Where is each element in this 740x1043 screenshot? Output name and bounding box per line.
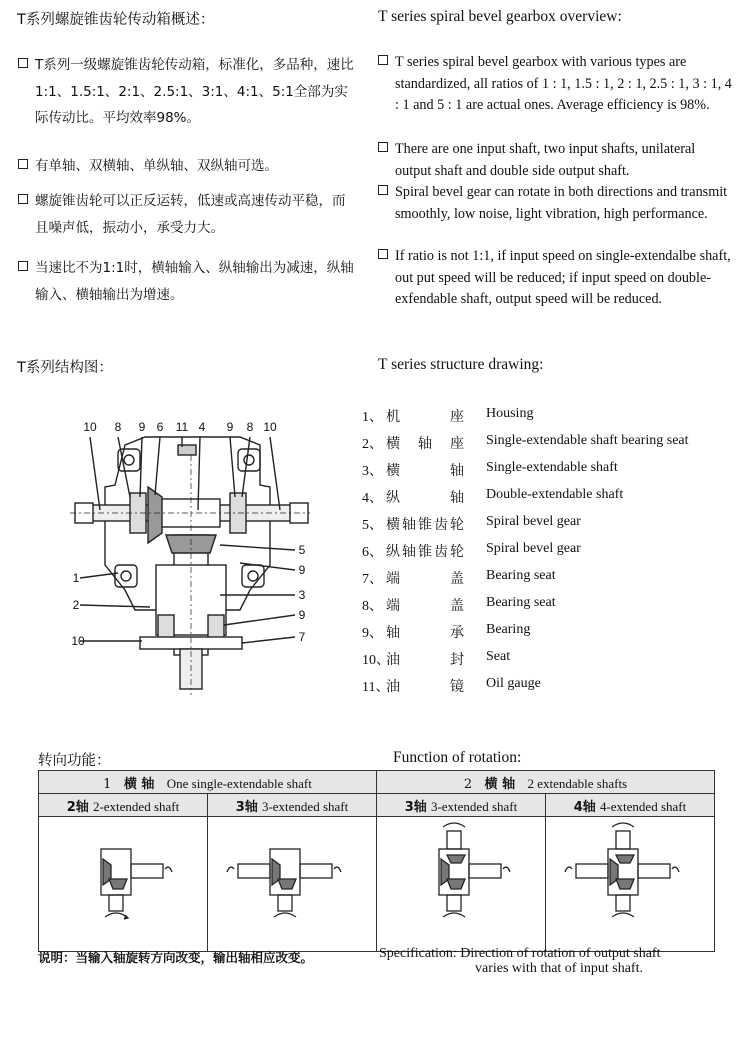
checkbox-icon bbox=[378, 55, 388, 65]
part-zh-name bbox=[386, 676, 464, 696]
en-item-text: Spiral bevel gear can rotate in both directions and transmit smoothly, low noise, light vibration, high performance. bbox=[395, 184, 728, 222]
part-zh-name bbox=[386, 406, 464, 426]
rotation-3-shaft-icon bbox=[208, 817, 376, 947]
rotation-4-shaft-icon bbox=[546, 817, 714, 947]
part-en-name: Single-extendable shaft bearing seat bbox=[486, 433, 689, 448]
part-number: 11、 bbox=[362, 680, 390, 695]
rotation-note-zh: 说明：当输入轴旋转方向改变，输出轴相应改变。 bbox=[38, 950, 314, 965]
en-item-1 bbox=[378, 52, 733, 117]
part-zh-name bbox=[386, 487, 464, 507]
rotation-en-title: Function of rotation: bbox=[393, 749, 522, 766]
rotation-col-2 bbox=[208, 794, 377, 817]
callout-right-5: 7 bbox=[298, 630, 306, 644]
part-zh-name bbox=[386, 595, 464, 615]
part-zh-text: 油 镜 bbox=[386, 679, 464, 695]
callout-right-4: 9 bbox=[298, 608, 306, 622]
group-zh: 横 轴 bbox=[484, 776, 516, 792]
rotation-note-en-2: varies with that of input shaft. bbox=[475, 961, 643, 976]
zh-item-text: T系列一级螺旋锥齿轮传动箱，标准化，多品种，速比1:1、1.5:1、2:1、2.5:1、3:1、4:1、5:1全部为实际传动比。平均效率98%。 bbox=[35, 57, 354, 126]
part-zh-text: 纵 轴 bbox=[386, 490, 464, 506]
rotation-2-shaft-icon bbox=[39, 817, 207, 947]
checkbox-icon bbox=[18, 194, 28, 204]
rotation-diagram-1 bbox=[39, 817, 208, 952]
part-zh-text: 横 轴 锥 齿 轮 bbox=[386, 517, 464, 533]
rotation-group-2 bbox=[377, 771, 715, 794]
rotation-table bbox=[38, 770, 715, 952]
part-number: 1、 bbox=[362, 410, 383, 425]
en-item-2 bbox=[378, 139, 733, 182]
checkbox-icon bbox=[18, 159, 28, 169]
zh-item-text: 当速比不为1:1时，横轴输入、纵轴输出为减速，纵轴输入、横轴输出为增速。 bbox=[35, 260, 354, 303]
callout-top-6: 4 bbox=[198, 420, 206, 434]
part-zh-text: 纵 轴 锥 齿 轮 bbox=[386, 544, 464, 560]
part-zh-name bbox=[386, 568, 464, 588]
en-item-text: There are one input shaft, two input shafts, unilateral output shaft and double side output shaft. bbox=[395, 141, 696, 179]
rotation-col-4 bbox=[546, 794, 715, 817]
callout-right-3: 3 bbox=[298, 588, 306, 602]
zh-item-3 bbox=[18, 188, 358, 241]
col-en: 4-extended shaft bbox=[599, 798, 687, 814]
en-item-text: T series spiral bevel gearbox with various types are standardized, all ratios of 1 : 1, 1.5 : 1, 2 : 1, 2.5 : 1, 3 : 1, 4 : 1 and 5 : 1 are actual ones. Average efficiency is 98%. bbox=[395, 54, 732, 113]
part-zh-name bbox=[386, 622, 464, 642]
col-zh: 3轴 bbox=[404, 799, 427, 815]
callout-top-8: 8 bbox=[246, 420, 254, 434]
part-en-name: Bearing bbox=[486, 622, 531, 637]
part-zh-text: 横 轴 bbox=[386, 463, 464, 479]
col-zh: 4轴 bbox=[573, 799, 596, 815]
col-zh: 3轴 bbox=[235, 799, 258, 815]
part-en-name: Bearing seat bbox=[486, 595, 556, 610]
gearbox-structure-drawing bbox=[70, 415, 310, 700]
part-zh-text: 轴 承 bbox=[386, 625, 464, 641]
part-zh-name bbox=[386, 460, 464, 480]
rotation-note-en-1: Specification: Direction of rotation of output shaft bbox=[379, 946, 661, 961]
zh-item-text: 螺旋锥齿轮可以正反运转，低速或高速传动平稳，而且噪声低，振动小，承受力大。 bbox=[35, 193, 346, 236]
checkbox-icon bbox=[378, 142, 388, 152]
part-number: 8、 bbox=[362, 599, 383, 614]
part-en-name: Oil gauge bbox=[486, 676, 541, 691]
checkbox-icon bbox=[18, 261, 28, 271]
part-en-name: Single-extendable shaft bbox=[486, 460, 618, 475]
structure-en-title: T series structure drawing: bbox=[378, 356, 544, 373]
en-item-text: If ratio is not 1:1, if input speed on single-extendalbe shaft, out put speed will be reduced; if input speed on double-exfendable shaft, output speed will be reduced. bbox=[395, 248, 731, 307]
zh-item-4 bbox=[18, 255, 358, 308]
overview-zh-title: T系列螺旋锥齿轮传动箱概述： bbox=[17, 12, 215, 28]
rotation-diagram-2 bbox=[208, 817, 377, 952]
checkbox-icon bbox=[378, 249, 388, 259]
part-zh-name bbox=[386, 649, 464, 669]
group-zh: 横 轴 bbox=[123, 776, 155, 792]
part-number: 2、 bbox=[362, 437, 383, 452]
part-en-name: Bearing seat bbox=[486, 568, 556, 583]
zh-item-1 bbox=[18, 52, 358, 132]
part-zh-text: 横 轴 座 bbox=[386, 436, 464, 452]
callout-top-2: 8 bbox=[114, 420, 122, 434]
structure-zh-title: T系列结构图： bbox=[17, 360, 113, 376]
rotation-col-1 bbox=[39, 794, 208, 817]
part-en-name: Spiral bevel gear bbox=[486, 541, 581, 556]
rotation-3-shaft-alt-icon bbox=[377, 817, 545, 947]
part-number: 4、 bbox=[362, 491, 383, 506]
callout-top-1: 10 bbox=[83, 420, 97, 434]
callout-top-9: 10 bbox=[263, 420, 277, 434]
col-zh: 2轴 bbox=[66, 799, 89, 815]
part-number: 7、 bbox=[362, 572, 383, 587]
callout-top-7: 9 bbox=[226, 420, 234, 434]
part-en-name: Housing bbox=[486, 406, 534, 421]
group-en: One single-extendable shaft bbox=[166, 775, 312, 791]
callout-right-1: 5 bbox=[298, 543, 306, 557]
zh-item-text: 有单轴、双横轴、单纵轴、双纵轴可选。 bbox=[35, 158, 278, 174]
checkbox-icon bbox=[18, 58, 28, 68]
part-zh-text: 端 盖 bbox=[386, 598, 464, 614]
part-number: 3、 bbox=[362, 464, 383, 479]
part-zh-text: 端 盖 bbox=[386, 571, 464, 587]
col-en: 3-extended shaft bbox=[430, 798, 518, 814]
part-zh-text: 机 座 bbox=[386, 409, 464, 425]
col-en: 2-extended shaft bbox=[92, 798, 180, 814]
part-zh-name bbox=[386, 514, 464, 534]
part-zh-name bbox=[386, 433, 464, 453]
part-en-name: Seat bbox=[486, 649, 511, 664]
callout-left-3: 10 bbox=[71, 634, 85, 648]
rotation-diagram-4 bbox=[546, 817, 715, 952]
part-en-name: Spiral bevel gear bbox=[486, 514, 581, 529]
group-number: 2 bbox=[463, 776, 473, 792]
rotation-col-3 bbox=[377, 794, 546, 817]
callout-left-1: 1 bbox=[72, 571, 80, 585]
rotation-diagram-3 bbox=[377, 817, 546, 952]
part-zh-name bbox=[386, 541, 464, 561]
part-number: 6、 bbox=[362, 545, 383, 560]
part-zh-text: 油 封 bbox=[386, 652, 464, 668]
en-item-4 bbox=[378, 246, 733, 311]
overview-en-title: T series spiral bevel gearbox overview: bbox=[378, 8, 622, 25]
callout-top-4: 6 bbox=[156, 420, 164, 434]
part-en-name: Double-extendable shaft bbox=[486, 487, 624, 502]
col-en: 3-extended shaft bbox=[261, 798, 349, 814]
callout-left-2: 2 bbox=[72, 598, 80, 612]
part-number: 9、 bbox=[362, 626, 383, 641]
callout-top-3: 9 bbox=[138, 420, 146, 434]
callout-right-2: 9 bbox=[298, 563, 306, 577]
part-number: 5、 bbox=[362, 518, 383, 533]
group-en: 2 extendable shafts bbox=[527, 775, 628, 791]
checkbox-icon bbox=[378, 185, 388, 195]
callout-top-5: 11 bbox=[175, 420, 189, 434]
zh-item-2 bbox=[18, 153, 358, 180]
en-item-3 bbox=[378, 182, 733, 225]
rotation-zh-title: 转向功能： bbox=[38, 753, 111, 769]
group-number: 1 bbox=[103, 776, 112, 792]
rotation-group-1 bbox=[39, 771, 377, 794]
part-number: 10、 bbox=[362, 653, 390, 668]
